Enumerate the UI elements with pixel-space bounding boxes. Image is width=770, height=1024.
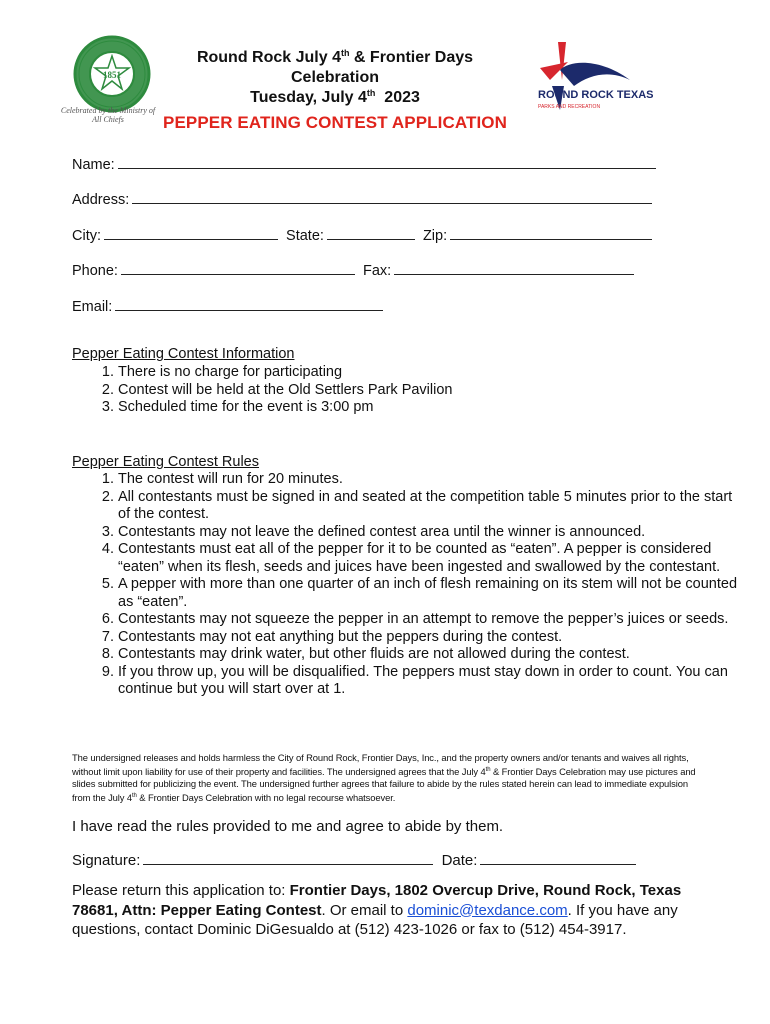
list-item: 2. Contest will be held at the Old Settlers Park Pavilion	[118, 382, 743, 400]
list-item: 6. Contestants may not squeeze the pepper in an attempt to remove the pepper’s juices or seeds.	[118, 611, 743, 629]
info-section-title: Pepper Eating Contest Information	[72, 346, 295, 362]
rules-list	[72, 471, 743, 699]
logo-text: ROUND ROCK TEXAS	[538, 89, 654, 101]
list-item: 8. Contestants may drink water, but other fluids are not allowed during the contest.	[118, 646, 743, 664]
list-item: 1. There is no charge for participating	[118, 364, 743, 382]
application-subtitle: PEPPER EATING CONTEST APPLICATION	[163, 113, 507, 132]
address-field[interactable]: Address:	[72, 189, 652, 209]
return-instructions: Please return this application to: Frontier Days, 1802 Overcup Drive, Round Rock, Texas 78681, Attn: Pepper Eating Contest. Or email to dominic@texdance.com. If you have any questions, contact Dominic DiGesualdo at (512) 423-1026 or fax to (512) 454-3917.	[72, 882, 682, 938]
return-address: Frontier Days, 1802 Overcup Drive, Round Rock, Texas 78681, Attn: Pepper Eating Contest	[72, 882, 682, 919]
rules-section-title: Pepper Eating Contest Rules	[72, 454, 259, 470]
logo-subtext: PARKS AND RECREATION	[538, 104, 601, 110]
seal-year: 1851	[103, 70, 121, 80]
round-rock-star-icon	[530, 40, 680, 120]
email-link[interactable]: dominic@texdance.com	[407, 901, 568, 919]
liability-release-text: The undersigned releases and holds harmless the City of Round Rock, Frontier Days, Inc., and the property owners and/or tenants and waives all rights, without limit upon liability for use of their property and facilities. The undersigned agrees that the July 4th & Frontier Days Celebration may use pictures and slides submitted for publicizing the event. The undersigned further agrees that failure to abide by the rules stated herein can lead to immediate expulsion from the July 4th & Frontier Days Celebration with no legal recourse whatsoever.	[72, 752, 696, 804]
signature-date-row[interactable]: Signature: Date:	[72, 850, 636, 870]
list-item: 1. The contest will run for 20 minutes.	[118, 471, 743, 489]
email-field[interactable]: Email:	[72, 296, 383, 316]
list-item: 5. A pepper with more than one quarter of an inch of flesh remaining on its stem will not be counted as “eaten”.	[118, 576, 743, 611]
list-item: 7. Contestants may not eat anything but the peppers during the contest.	[118, 629, 743, 647]
list-item: 3. Contestants may not leave the defined contest area until the winner is announced.	[118, 524, 743, 542]
name-field[interactable]: Name:	[72, 154, 656, 174]
list-item: 9. If you throw up, you will be disqualified. The peppers must stay down in order to count. You can continue but you will start over at 1.	[118, 664, 743, 699]
agreement-statement: I have read the rules provided to me and agree to abide by them.	[72, 818, 504, 835]
list-item: 3. Scheduled time for the event is 3:00 pm	[118, 399, 743, 417]
phone-fax-row[interactable]: Phone: Fax:	[72, 260, 634, 280]
list-item: 4. Contestants must eat all of the pepper for it to be counted as “eaten”. A pepper is considered “eaten” when its flesh, seeds and juices have been ingested and swallowed by the contestant.	[118, 541, 743, 576]
page-title: Round Rock July 4th & Frontier Days Celebration Tuesday, July 4th 2023	[196, 48, 474, 106]
list-item: 2. All contestants must be signed in and seated at the competition table 5 minutes prior to the start of the contest.	[118, 489, 743, 524]
info-list	[72, 364, 743, 417]
seal-caption: Celebrated by the Ministry of All Chiefs	[60, 106, 156, 124]
city-state-zip-row[interactable]: City: State: Zip:	[72, 225, 652, 245]
